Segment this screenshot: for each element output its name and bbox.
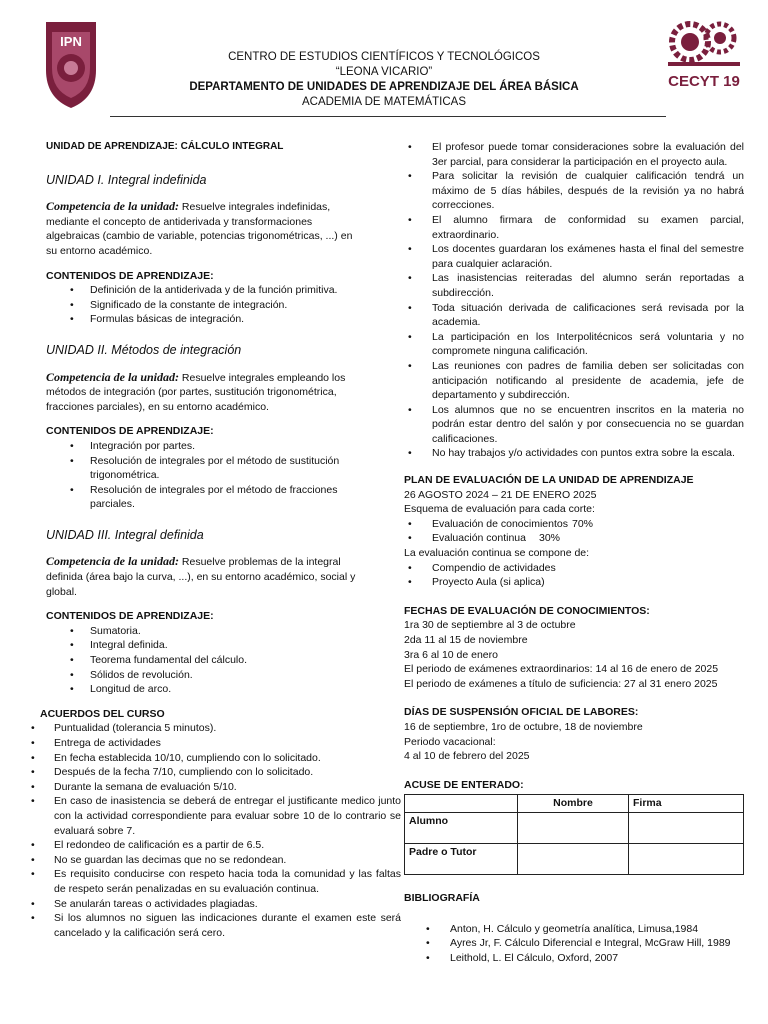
rules-list [404, 140, 744, 461]
list-item: • Compendio de actividades [404, 561, 744, 576]
fechas-line: El periodo de exámenes a título de suficiencia: 27 al 31 enero 2025 [404, 677, 718, 690]
unit-3-comp-label: Competencia de la unidad: [46, 554, 179, 569]
unit-2-contents [46, 439, 358, 512]
list-item: • Integración por partes. [46, 439, 358, 454]
ipn-logo [40, 18, 102, 110]
unit-1-comp-label: Competencia de la unidad: [46, 199, 179, 214]
list-item: • Integral definida. [46, 638, 358, 653]
unit-3-contents-title: CONTENIDOS DE APRENDIZAJE: [46, 610, 214, 623]
fechas-line: 1ra 30 de septiembre al 3 de octubre [404, 619, 576, 632]
list-item: • Definición de la antiderivada y de la función primitiva. [46, 283, 358, 298]
list-item: • Las reuniones con padres de familia deben ser solicitadas con anticipación notificando al presidente de academia, jefe de departamento y subdirección. [404, 359, 744, 403]
plan-items [404, 517, 744, 546]
acuerdos-title: ACUERDOS DEL CURSO [40, 707, 165, 720]
table-cell [405, 795, 518, 813]
table-row [405, 795, 744, 813]
unit-3-contents [46, 624, 358, 697]
list-item: • El redondeo de calificación es a partir de 6.5. [43, 838, 401, 853]
plan-scheme: Esquema de evaluación para cada corte: [404, 503, 595, 516]
unit-2-contents-title: CONTENIDOS DE APRENDIZAJE: [46, 425, 214, 438]
header-line-4: ACADEMIA DE MATEMÁTICAS [301, 96, 466, 108]
list-item: • Resolución de integrales por el método de sustitución trigonométrica. [46, 454, 358, 483]
list-item: • Es requisito conducirse con respeto hacia toda la comunidad y las faltas de respeto serán penalizadas en su evaluación continua. [43, 867, 401, 896]
plan-item-value: 30% [539, 532, 561, 545]
list-item: • No hay trabajos y/o actividades con puntos extra sobre la escala. [404, 446, 744, 461]
list-item: • Sólidos de revolución. [46, 668, 358, 683]
list-item: • El alumno firmara de conformidad su examen parcial, extraordinario. [404, 213, 744, 242]
cecyt19-logo [662, 16, 746, 96]
plan-item-label: Evaluación de conocimientos [432, 517, 568, 530]
list-item: • Significado de la constante de integración. [46, 298, 358, 313]
header-line-2: “LEONA VICARIO” [335, 66, 433, 78]
list-item [404, 531, 744, 546]
table-cell[interactable] [629, 812, 744, 843]
fechas-line: El periodo de exámenes extraordinarios: 14 al 16 de enero de 2025 [404, 663, 719, 676]
list-item: • Durante la semana de evaluación 5/10. [43, 780, 401, 795]
list-item: • Toda situación derivada de calificaciones será revisada por la academia. [404, 301, 744, 330]
list-item: • Se anularán tareas o actividades plagiadas. [43, 897, 401, 912]
unit-1-competencia [46, 199, 358, 258]
acuse-title: ACUSE DE ENTERADO: [404, 778, 524, 791]
ipn-logo-text: IPN [60, 34, 82, 49]
plan-continua-items [404, 561, 744, 590]
suspension-line: 16 de septiembre, 1ro de octubre, 18 de noviembre [404, 720, 643, 733]
list-item: • Los docentes guardaran los exámenes hasta el final del semestre para cualquier aclaración. [404, 242, 744, 271]
right-column [404, 140, 744, 965]
unit-3-comp-text: Resuelve problemas de la integral definida (área bajo la curva, ...), en su entorno académico, social y global. [46, 556, 356, 598]
fechas-line: 3ra 6 al 10 de enero [404, 648, 498, 661]
plan-item-label: Evaluación continua [432, 532, 526, 545]
table-cell[interactable] [629, 843, 744, 874]
unit-1-contents-title: CONTENIDOS DE APRENDIZAJE: [46, 269, 214, 282]
acuse-col-firma: Firma [629, 795, 744, 813]
list-item: • Si los alumnos no siguen las indicaciones durante el examen este será cancelado y la calificación será cero. [43, 911, 401, 940]
acuse-row-alumno: Alumno [405, 812, 518, 843]
list-item: • Teorema fundamental del cálculo. [46, 653, 358, 668]
suspension-title: DÍAS DE SUSPENSIÓN OFICIAL DE LABORES: [404, 706, 639, 719]
unit-1-comp-text: Resuelve integrales indefinidas, mediante el concepto de antiderivada y transformaciones algebraicas (cambio de variable, potencias trigonométricas, ...) en su entorno académico. [46, 201, 353, 257]
header-line-3: DEPARTAMENTO DE UNIDADES DE APRENDIZAJE DEL ÁREA BÁSICA [189, 81, 579, 93]
fechas-line: 2da 11 al 15 de noviembre [404, 634, 528, 646]
unit-1-contents [46, 283, 358, 327]
list-item: • Anton, H. Cálculo y geometría analítica, Limusa,1984 [404, 922, 744, 937]
list-item: • Entrega de actividades [43, 736, 401, 751]
list-item: • La participación en los Interpolitécnicos será voluntaria y no compromete ninguna calificación. [404, 330, 744, 359]
list-item [404, 517, 744, 532]
list-item: • Proyecto Aula (si aplica) [404, 575, 744, 590]
list-item: • Puntualidad (tolerancia 5 minutos). [43, 721, 401, 736]
acuse-row-tutor: Padre o Tutor [405, 843, 518, 874]
list-item: • Ayres Jr, F. Cálculo Diferencial e Integral, McGraw Hill, 1989 [404, 936, 744, 951]
acuerdos-list [43, 721, 401, 940]
unit-2-comp-text: Resuelve integrales empleando los métodos de integración (por partes, sustitución trigonométrica, fracciones parciales), en su entorno académico. [46, 371, 346, 413]
list-item: • Formulas básicas de integración. [46, 312, 358, 327]
list-item: • Sumatoria. [46, 624, 358, 639]
table-row [405, 812, 744, 843]
acuse-table [404, 794, 744, 875]
plan-item-value: 70% [572, 517, 594, 530]
plan-dates: 26 AGOSTO 2024 – 21 DE ENERO 2025 [404, 488, 597, 501]
list-item: • No se guardan las decimas que no se redondean. [43, 853, 401, 868]
list-item: • En caso de inasistencia se deberá de entregar el justificante medico junto con la actividad correspondiente para evaluar sobre 10 de lo contrario se evaluará sobre 7. [43, 794, 401, 838]
list-item: • Las inasistencias reiteradas del alumno serán reportadas a subdirección. [404, 271, 744, 300]
header-divider [110, 116, 666, 117]
list-item: • Leithold, L. El Cálculo, Oxford, 2007 [404, 951, 744, 966]
suspension-line: Periodo vacacional: [404, 735, 496, 748]
table-cell[interactable] [518, 843, 629, 874]
list-item: • El profesor puede tomar consideraciones sobre la evaluación del 3er parcial, para considerar la participación en el proyecto aula. [404, 140, 744, 169]
bibliografia-list [404, 922, 744, 966]
document-header [110, 50, 658, 110]
list-item: • Longitud de arco. [46, 682, 358, 697]
bibliografia-title: BIBLIOGRAFÍA [404, 891, 480, 904]
cecyt19-logo-text: CECYT 19 [668, 73, 740, 90]
suspension-line: 4 al 10 de febrero del 2025 [404, 750, 530, 763]
unit-2-comp-label: Competencia de la unidad: [46, 369, 179, 384]
plan-continua: La evaluación continua se compone de: [404, 547, 590, 560]
list-item: • Resolución de integrales por el método de fracciones parciales. [46, 483, 358, 512]
list-item: • Para solicitar la revisión de cualquier calificación tendrá un máximo de 5 días hábiles, después de la revisión ya no habrá correcciones. [404, 169, 744, 213]
unidad-aprendizaje-title: UNIDAD DE APRENDIZAJE: CÁLCULO INTEGRAL [46, 141, 284, 152]
unit-2-title: UNIDAD II. Métodos de integración [46, 342, 242, 357]
left-column [40, 140, 401, 940]
fechas-title: FECHAS DE EVALUACIÓN DE CONOCIMIENTOS: [404, 604, 650, 617]
table-cell[interactable] [518, 812, 629, 843]
unit-1-title: UNIDAD I. Integral indefinida [46, 172, 207, 187]
header-line-1: CENTRO DE ESTUDIOS CIENTÍFICOS Y TECNOLÓGICOS [228, 51, 540, 63]
list-item: • En fecha establecida 10/10, cumpliendo con lo solicitado. [43, 751, 401, 766]
acuse-col-nombre: Nombre [518, 795, 629, 813]
list-item: • Después de la fecha 7/10, cumpliendo con lo solicitado. [43, 765, 401, 780]
unit-3-competencia [46, 554, 358, 599]
plan-title: PLAN DE EVALUACIÓN DE LA UNIDAD DE APRENDIZAJE [404, 474, 694, 487]
unit-2-competencia [46, 370, 358, 415]
table-row [405, 843, 744, 874]
list-item: • Los alumnos que no se encuentren inscritos en la materia no podrán estar dentro del salón y por consecuencia no se guardan calificaciones. [404, 403, 744, 447]
unit-3-title: UNIDAD III. Integral definida [46, 527, 204, 542]
